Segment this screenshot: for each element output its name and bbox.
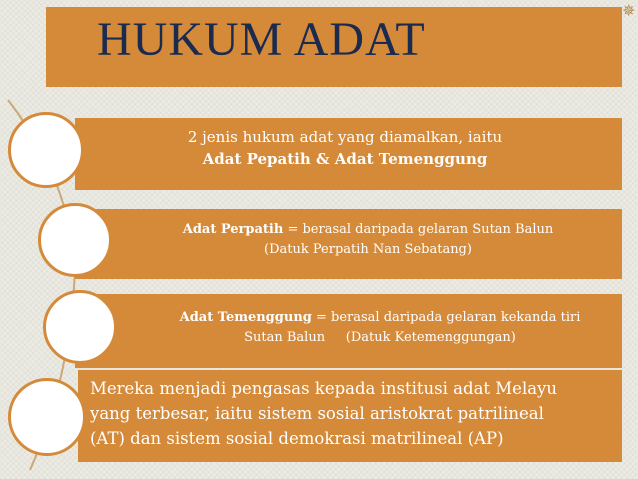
item-term: Adat Perpatih xyxy=(182,222,284,237)
item-line-bold xyxy=(145,148,545,170)
item-definition: = berasal daripada gelaran Sutan Balun xyxy=(283,222,554,237)
list-item-text xyxy=(148,220,588,260)
item-line: (AT) dan sistem sosial demokrasi matrilineal (AP) xyxy=(90,429,504,448)
star-icon: ✵ xyxy=(622,1,636,20)
item-line: Mereka menjadi pengasas kepada institusi adat Melayu xyxy=(90,379,558,398)
item-line: (Datuk Perpatih Nan Sebatang) xyxy=(264,242,472,257)
bullet-circle xyxy=(8,378,86,456)
slide-title: HUKUM ADAT xyxy=(97,13,426,66)
item-term: Adat Pepatih & Adat Temenggung xyxy=(202,150,488,168)
item-line xyxy=(140,308,620,328)
list-item-text xyxy=(140,308,620,348)
item-line xyxy=(148,220,588,240)
item-line: 2 jenis hukum adat yang diamalkan, iaitu xyxy=(187,128,503,146)
item-line: Sutan Balun (Datuk Ketemenggungan) xyxy=(244,330,516,345)
list-item-text xyxy=(90,376,615,451)
item-definition: = berasal daripada gelaran kekanda tiri xyxy=(311,310,581,325)
bullet-circle xyxy=(38,203,112,277)
bullet-circle xyxy=(43,290,117,364)
item-line: yang terbesar, iaitu sistem sosial aristokrat patrilineal xyxy=(90,404,544,423)
item-term: Adat Temenggung xyxy=(179,310,312,325)
bullet-circle xyxy=(8,112,84,188)
list-item-text xyxy=(145,126,545,170)
